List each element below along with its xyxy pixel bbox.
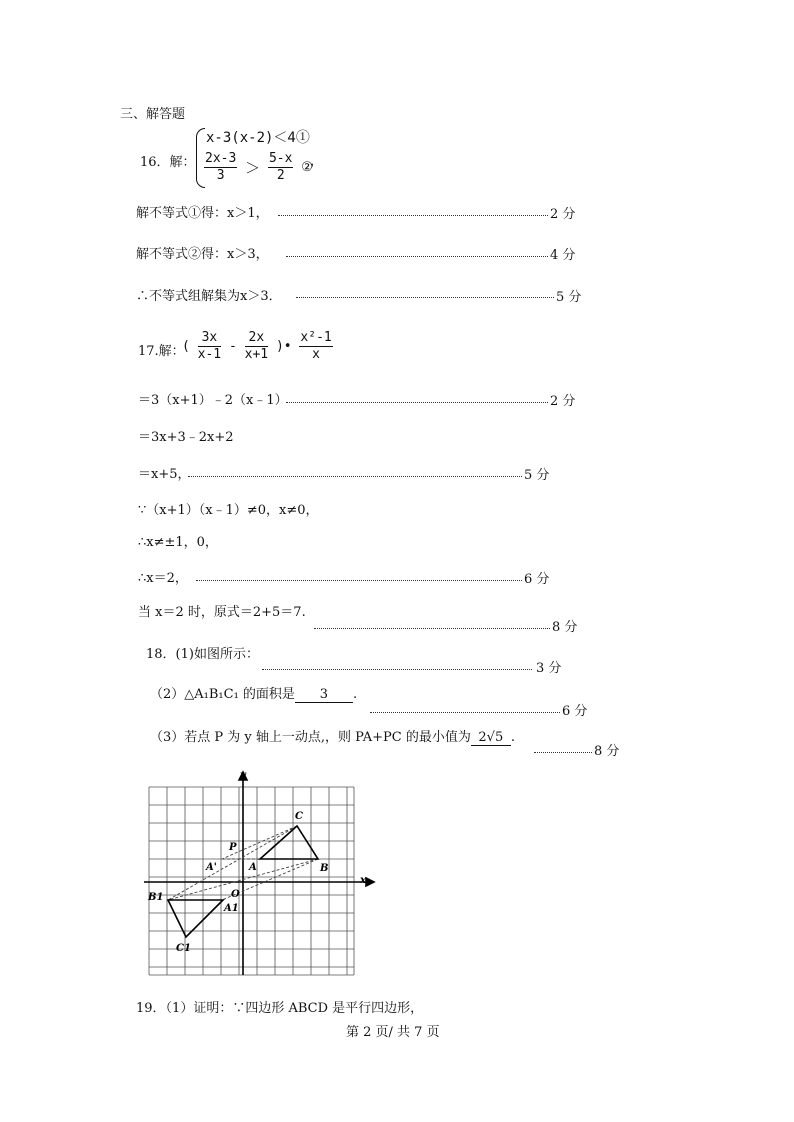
q18-part-3-text: （3）若点 P 为 y 轴上一动点,，则 PA+PC 的最小值为: [150, 730, 471, 745]
label-p: P: [229, 842, 237, 853]
q17-line-1: ＝3（x+1）﹣2（x﹣1）: [138, 393, 288, 408]
q18-part-2-period: .: [352, 687, 358, 702]
q18-score-1: 3 分: [536, 661, 562, 676]
dotted-leader: [278, 215, 548, 216]
q18-score-3: 8 分: [594, 744, 620, 759]
q17-label: 17.解：: [138, 344, 185, 359]
label-x-axis: x: [360, 875, 366, 886]
q16-score-2: 4 分: [550, 248, 576, 263]
q18-part-2: [150, 683, 357, 703]
label-a: A: [249, 862, 257, 873]
q17-line-7: 当 x＝2 时，原式＝2+5＝7.: [138, 605, 306, 620]
q16-line-2: 解不等式②得：x＞3，: [136, 247, 269, 262]
q17-line-4: ∵（x+1）（x﹣1）≠0，x≠0，: [138, 503, 319, 518]
frac-denominator: 2: [276, 168, 285, 183]
q17-line-6: ∴x＝2，: [138, 571, 188, 586]
frac-numerator: 3x: [198, 330, 221, 347]
x-axis-arrow: [366, 878, 374, 886]
dotted-leader: [534, 752, 592, 753]
frac-denominator: 3: [216, 168, 225, 183]
label-origin: O: [231, 889, 240, 900]
q17-score-6: 6 分: [524, 572, 550, 587]
frac-numerator: 2x-3: [205, 151, 237, 166]
frac-numerator: 2x: [245, 330, 268, 347]
q16-score-3: 5 分: [556, 290, 582, 305]
q18-part-3-period: .: [510, 730, 515, 745]
q16-line-3: ∴不等式组解集为x＞3．: [136, 289, 282, 304]
frac-denominator: x+1: [244, 347, 269, 362]
label-a1: A1: [224, 903, 239, 914]
section-title: 三、解答题: [120, 107, 186, 122]
label-c1: C1: [176, 943, 191, 954]
q18-part-2-text: （2）△A₁B₁C₁ 的面积是: [150, 687, 295, 702]
coordinate-figure: [140, 770, 380, 980]
triangle-a1b1c1: [168, 900, 223, 937]
q16-line-1: 解不等式①得：x＞1，: [136, 206, 269, 221]
q18-part-3-answer: 2√5: [471, 730, 511, 746]
q18-part-3: [150, 726, 515, 746]
q16-label: 16．解：: [140, 155, 196, 170]
q16-score-1: 2 分: [550, 207, 576, 222]
q18-label: 18．(1)如图所示：: [146, 647, 259, 662]
greater-sign: ＞: [245, 159, 261, 177]
q18-part-2-answer: 3: [295, 687, 353, 703]
page-footer: 第 2 页/ 共 7 页: [346, 1025, 440, 1040]
label-y-axis: y: [240, 770, 246, 781]
circle-2: ②: [301, 160, 313, 175]
q17-line-5: ∴x≠±1，0，: [138, 535, 218, 550]
dotted-leader: [188, 476, 522, 477]
q17-line-3: ＝x+5，: [138, 467, 191, 482]
label-b1: B1: [148, 892, 164, 903]
dotted-leader: [196, 580, 522, 581]
dotted-leader: [296, 297, 554, 298]
label-c: C: [295, 811, 303, 822]
dotted-leader: [262, 669, 532, 670]
frac-denominator: x: [312, 347, 320, 362]
frac-denominator: x-1: [197, 347, 222, 362]
q16-equation-1: x-3(x-2)＜4①: [206, 130, 310, 146]
dotted-leader: [286, 256, 548, 257]
q19-line-1: 19．（1）证明：∵四边形 ABCD 是平行四边形，: [136, 1001, 424, 1016]
q17-line-2: ＝3x+3﹣2x+2: [138, 430, 234, 445]
minus-sign: -: [228, 339, 237, 354]
q17-score-3: 5 分: [524, 468, 550, 483]
q18-score-2: 6 分: [562, 704, 588, 719]
q17-expression: [182, 330, 333, 363]
dotted-leader: [370, 712, 560, 713]
label-b: B: [320, 863, 329, 874]
dotted-leader: [286, 402, 548, 403]
dotted-leader: [314, 628, 550, 629]
right-paren-dot: )•: [275, 339, 292, 354]
frac-numerator: x²-1: [300, 330, 332, 345]
q16-equation-2: [204, 151, 313, 184]
label-a-prime: A': [206, 862, 217, 873]
q16-comma: ，: [310, 154, 324, 169]
q17-score-1: 2 分: [550, 394, 576, 409]
frac-numerator: 5-x: [268, 151, 293, 166]
left-paren: (: [182, 339, 190, 354]
q17-score-7: 8 分: [552, 620, 578, 635]
